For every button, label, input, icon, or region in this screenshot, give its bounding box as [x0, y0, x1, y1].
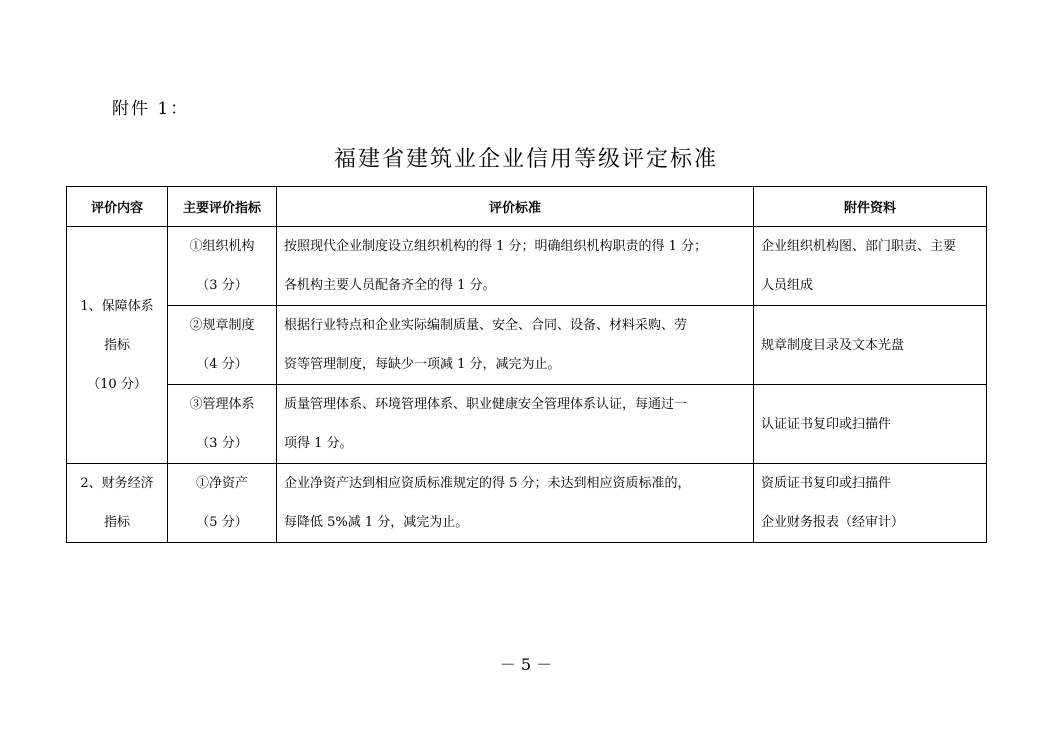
category-line: 1、保障体系 — [80, 298, 154, 314]
indicator-score: （5 分） — [196, 515, 248, 530]
materials-cell — [754, 464, 987, 543]
materials-cell — [754, 385, 987, 464]
materials-line: 资质证书复印或扫描件 — [761, 476, 892, 491]
indicator-cell — [168, 464, 277, 543]
indicator-name: ③管理体系 — [189, 397, 255, 412]
category-line: 指标 — [103, 515, 130, 530]
indicator-cell — [168, 385, 277, 464]
indicator-cell — [168, 306, 277, 385]
indicator-name: ②规章制度 — [189, 318, 255, 333]
materials-line: 认证证书复印或扫描件 — [761, 416, 892, 432]
attachment-label: 附件 1： — [112, 99, 190, 119]
header-standard: 评价标准 — [277, 187, 754, 227]
indicator-name: ①净资产 — [195, 476, 248, 491]
materials-line: 企业组织机构图、部门职责、主要 — [761, 239, 957, 254]
document-title: 福建省建筑业企业信用等级评定标准 — [333, 147, 718, 172]
standard-line: 每降低 5%减 1 分，减完为止。 — [284, 515, 469, 530]
category-line: 2、财务经济 — [80, 476, 154, 491]
indicator-score: （3 分） — [196, 436, 248, 451]
indicator-cell — [168, 227, 277, 306]
header-indicator: 主要评价指标 — [168, 187, 277, 227]
table-header-row — [67, 187, 987, 227]
category-line: （10 分） — [87, 376, 147, 392]
standard-line: 按照现代企业制度设立组织机构的得 1 分；明确组织机构职责的得 1 分； — [284, 239, 708, 254]
indicator-score: （3 分） — [196, 278, 248, 293]
table-row — [67, 227, 987, 306]
standard-line: 资等管理制度，每缺少一项减 1 分，减完为止。 — [284, 357, 561, 372]
table-row — [67, 464, 987, 543]
category-line: 指标 — [103, 337, 130, 353]
standard-line: 根据行业特点和企业实际编制质量、安全、合同、设备、材料采购、劳 — [284, 318, 688, 333]
table-row — [67, 306, 987, 385]
category-cell — [67, 227, 168, 464]
indicator-score: （4 分） — [196, 357, 248, 372]
standard-cell — [277, 306, 754, 385]
category-cell — [67, 464, 168, 543]
criteria-table — [66, 186, 987, 543]
materials-cell — [754, 306, 987, 385]
materials-line: 人员组成 — [761, 278, 814, 293]
materials-line: 规章制度目录及文本光盘 — [761, 337, 905, 353]
table-row — [67, 385, 987, 464]
standard-cell — [277, 464, 754, 543]
standard-line: 各机构主要人员配备齐全的得 1 分。 — [284, 278, 496, 293]
header-category: 评价内容 — [67, 187, 168, 227]
standard-cell — [277, 385, 754, 464]
materials-line: 企业财务报表（经审计） — [761, 515, 905, 530]
standard-line: 企业净资产达到相应资质标准规定的得 5 分；未达到相应资质标准的， — [284, 476, 691, 491]
standard-cell — [277, 227, 754, 306]
standard-line: 质量管理体系、环境管理体系、职业健康安全管理体系认证，每通过一 — [284, 397, 688, 412]
standard-line: 项得 1 分。 — [284, 436, 353, 451]
page-number: － 5 － — [499, 655, 553, 674]
materials-cell — [754, 227, 987, 306]
header-materials: 附件资料 — [754, 187, 987, 227]
indicator-name: ①组织机构 — [189, 239, 255, 254]
